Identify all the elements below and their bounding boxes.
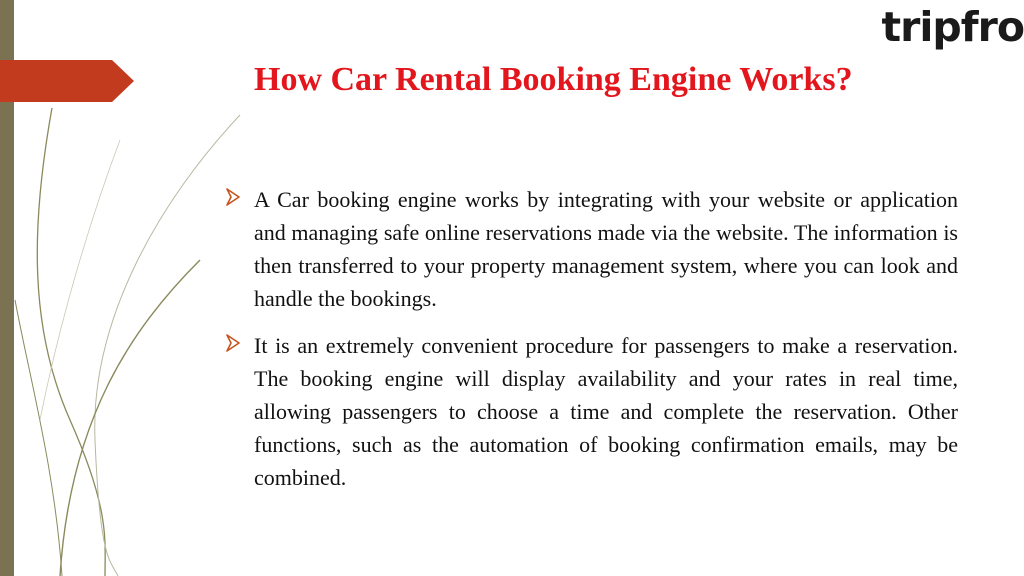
brand-logo: tripfro — [881, 3, 1024, 51]
bullet-text: A Car booking engine works by integrating with your website or application and managing safe online reservations made via the website. The information is then transferred to your property management system, where you can look and handle the bookings. — [254, 187, 958, 311]
bullet-item — [226, 183, 958, 315]
arrowhead-bullet-icon — [226, 188, 240, 206]
arrowhead-bullet-icon — [226, 334, 240, 352]
bullet-text: It is an extremely convenient procedure for passengers to make a reservation. The booking engine will display availability and your rates in real time, allowing passengers to choose a time and complete the reservation. Other functions, such as the automation of booking confirmation emails, may be combined. — [254, 333, 958, 490]
bullet-item — [226, 329, 958, 494]
bullet-list — [226, 183, 958, 508]
title-accent-arrow — [0, 60, 134, 102]
slide-title: How Car Rental Booking Engine Works? — [254, 61, 853, 98]
